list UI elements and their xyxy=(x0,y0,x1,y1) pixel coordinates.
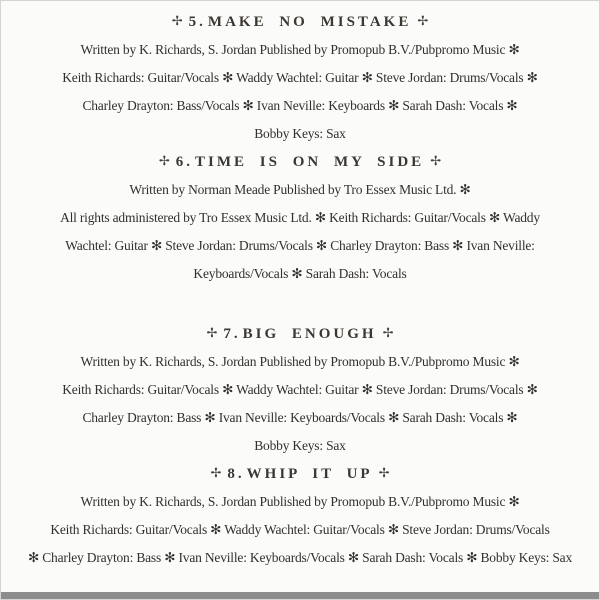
cross-ornament-icon: ✢ xyxy=(417,14,429,29)
scan-edge-bar xyxy=(1,592,599,599)
track-number: 5. xyxy=(188,14,206,30)
cross-ornament-icon: ✢ xyxy=(210,466,222,481)
track-title: TIME IS ON MY SIDE xyxy=(195,154,425,170)
track-heading xyxy=(1,8,599,36)
credit-line: Keith Richards: Guitar/Vocals ✻ Waddy Wachtel: Guitar ✻ Steve Jordan: Drums/Vocals ✻ xyxy=(62,70,538,85)
credit-line: ✻ Charley Drayton: Bass ✻ Ivan Neville: Keyboards/Vocals ✻ Sarah Dash: Vocals ✻ Bobby Keys: Sax xyxy=(27,550,573,565)
track-section-5 xyxy=(1,8,599,148)
credit-line: Keith Richards: Guitar/Vocals ✻ Waddy Wachtel: Guitar ✻ Steve Jordan: Drums/Vocals ✻ xyxy=(62,382,538,397)
credit-line: Keith Richards: Guitar/Vocals ✻ Waddy Wachtel: Guitar/Vocals ✻ Steve Jordan: Drums/Vocals xyxy=(50,522,550,537)
credit-line: Keyboards/Vocals ✻ Sarah Dash: Vocals xyxy=(193,266,407,281)
credit-line: Bobby Keys: Sax xyxy=(254,438,346,453)
cross-ornament-icon: ✢ xyxy=(206,326,218,341)
cross-ornament-icon: ✢ xyxy=(430,154,442,169)
credit-line: Written by K. Richards, S. Jordan Published by Promopub B.V./Pubpromo Music ✻ xyxy=(80,42,520,57)
track-heading xyxy=(1,148,599,176)
track-section-6 xyxy=(1,148,599,288)
track-title: WHIP IT UP xyxy=(246,466,373,482)
track-title: BIG ENOUGH xyxy=(242,326,377,342)
cross-ornament-icon: ✢ xyxy=(171,14,183,29)
track-number: 8. xyxy=(227,466,245,482)
credit-line: Bobby Keys: Sax xyxy=(254,126,346,141)
track-heading xyxy=(1,320,599,348)
track-section-8 xyxy=(1,460,599,572)
credit-line: Wachtel: Guitar ✻ Steve Jordan: Drums/Vocals ✻ Charley Drayton: Bass ✻ Ivan Neville: xyxy=(65,238,535,253)
cross-ornament-icon: ✢ xyxy=(158,154,170,169)
credit-line: Written by Norman Meade Published by Tro Essex Music Ltd. ✻ xyxy=(129,182,471,197)
cross-ornament-icon: ✢ xyxy=(382,326,394,341)
track-number: 7. xyxy=(223,326,241,342)
track-number: 6. xyxy=(175,154,194,170)
track-section-7 xyxy=(1,320,599,460)
credit-line: Charley Drayton: Bass/Vocals ✻ Ivan Neville: Keyboards ✻ Sarah Dash: Vocals ✻ xyxy=(82,98,518,113)
credit-line: Charley Drayton: Bass ✻ Ivan Neville: Keyboards/Vocals ✻ Sarah Dash: Vocals ✻ xyxy=(82,410,518,425)
credit-line: Written by K. Richards, S. Jordan Published by Promopub B.V./Pubpromo Music ✻ xyxy=(80,494,520,509)
track-heading xyxy=(1,460,599,488)
cross-ornament-icon: ✢ xyxy=(378,466,390,481)
credit-line: All rights administered by Tro Essex Music Ltd. ✻ Keith Richards: Guitar/Vocals ✻ Waddy xyxy=(60,210,540,225)
track-title: MAKE NO MISTAKE xyxy=(207,14,412,30)
credit-line: Written by K. Richards, S. Jordan Published by Promopub B.V./Pubpromo Music ✻ xyxy=(80,354,520,369)
